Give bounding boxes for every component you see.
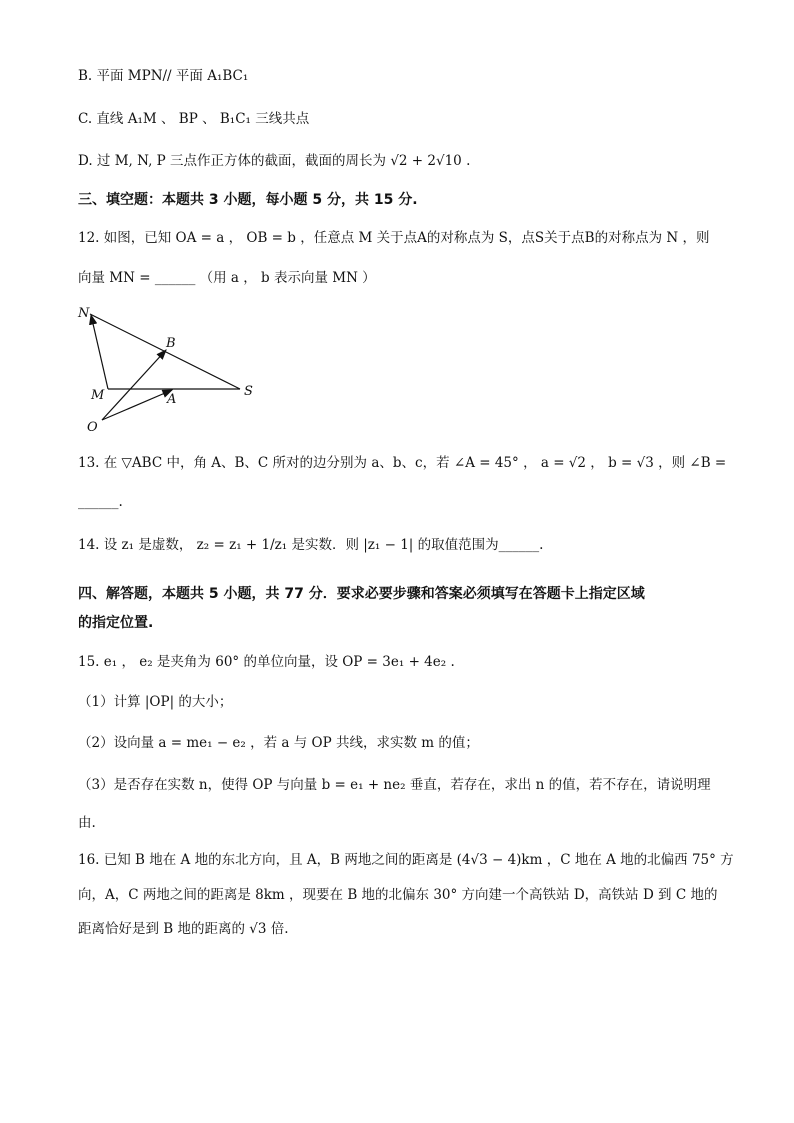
question-15-part3-line1: （3）是否存在实数 n，使得 OP 与向量 b = e₁ + ne₂ 垂直，若存在，求出 n 的值，若不存在，请说明理 <box>78 777 711 793</box>
section-4-heading-line1: 四、解答题，本题共 5 小题，共 77 分．要求必要步骤和答案必须填写在答题卡上指定区域 <box>78 586 645 602</box>
question-13-line1: 13. 在 ▽ABC 中，角 A、B、C 所对的边分别为 a、b、c，若 ∠A = 45° ， a = √2 ， b = √3 ，则 ∠B = <box>78 455 727 471</box>
question-14: 14. 设 z₁ 是虚数， z₂ = z₁ + 1/z₁ 是实数．则 |z₁ − 1| 的取值范围为______. <box>78 537 544 553</box>
question-15-part1: （1）计算 |OP| 的大小； <box>78 694 233 710</box>
label-n: N <box>78 306 90 321</box>
option-b: B. 平面 MPN// 平面 A₁BC₁ <box>78 68 249 84</box>
label-s: S <box>244 384 253 399</box>
vector-figure <box>74 302 274 437</box>
question-15-part2: （2）设向量 a = me₁ − e₂ ，若 a 与 OP 共线，求实数 m 的值； <box>78 735 479 751</box>
question-15-part3-line2: 由. <box>78 815 96 831</box>
question-16-line3: 距离恰好是到 B 地的距离的 √3 倍. <box>78 921 289 937</box>
section-3-heading: 三、填空题：本题共 3 小题，每小题 5 分，共 15 分. <box>78 192 418 208</box>
question-13-line2: ______. <box>78 494 123 510</box>
vector-oa <box>102 390 172 420</box>
option-c: C. 直线 A₁M 、 BP 、 B₁C₁ 三线共点 <box>78 111 310 127</box>
label-o: O <box>87 420 98 435</box>
question-16-line2: 向，A，C 两地之间的距离是 8km ，现要在 B 地的北偏东 30° 方向建一个高铁站 D，高铁站 D 到 C 地的 <box>78 887 718 903</box>
vector-mn <box>91 315 108 389</box>
label-a: A <box>167 392 177 407</box>
question-16-line1: 16. 已知 B 地在 A 地的东北方向，且 A，B 两地之间的距离是 (4√3 − 4)km ，C 地在 A 地的北偏西 75° 方 <box>78 852 734 868</box>
option-d: D. 过 M, N, P 三点作正方体的截面，截面的周长为 √2 + 2√10 . <box>78 153 471 169</box>
vector-ob <box>102 350 166 420</box>
question-12-line1: 12. 如图，已知 OA = a ， OB = b ，任意点 M 关于点A的对称点为 S，点S关于点B的对称点为 N ，则 <box>78 230 710 246</box>
label-b: B <box>166 336 176 351</box>
section-4-heading-line2: 的指定位置. <box>78 615 154 631</box>
question-12-line2: 向量 MN = ______ （用 a ， b 表示向量 MN ） <box>78 270 376 286</box>
label-m: M <box>91 388 105 403</box>
question-15: 15. e₁ ， e₂ 是夹角为 60° 的单位向量，设 OP = 3e₁ + 4e₂ . <box>78 654 455 670</box>
